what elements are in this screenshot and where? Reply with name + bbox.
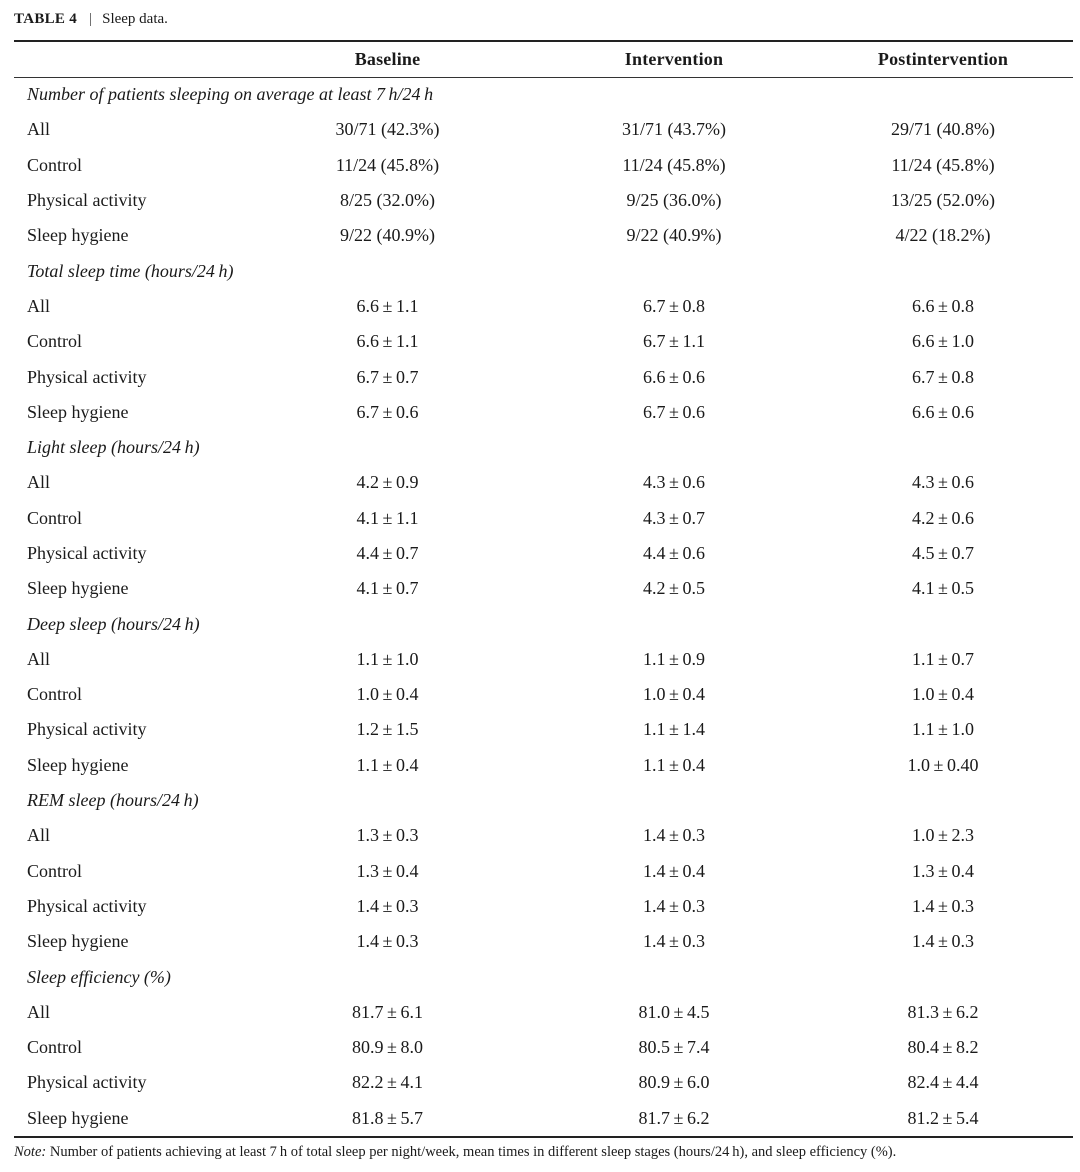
table-row: [14, 818, 1073, 853]
table-cell: 1.1 ± 1.0: [356, 648, 419, 669]
row-label: Control: [27, 860, 83, 881]
table-cell: 6.7 ± 0.8: [642, 295, 706, 316]
row-label: Control: [27, 1037, 83, 1058]
table-cell: 29/71 (40.8%): [891, 119, 995, 140]
table-cell: 82.4 ± 4.4: [907, 1072, 979, 1093]
table-row: [14, 995, 1073, 1030]
table-cell: 82.2 ± 4.1: [351, 1072, 424, 1093]
row-label: Physical activity: [27, 719, 147, 740]
table-title: Sleep data.: [102, 11, 168, 27]
table-cell: 6.6 ± 0.6: [911, 401, 975, 422]
table-cell: 1.3 ± 0.4: [911, 860, 975, 881]
row-label: Sleep hygiene: [27, 401, 129, 422]
table-row: [14, 924, 1073, 959]
table-row: [14, 854, 1073, 889]
table-cell: 1.4 ± 0.3: [911, 931, 975, 952]
sleep-data-table: [14, 41, 1073, 1136]
row-label: All: [27, 1001, 51, 1022]
table-cell: 6.7 ± 1.1: [642, 331, 706, 352]
row-label: Physical activity: [27, 895, 147, 916]
table-cell: 1.4 ± 0.3: [356, 931, 419, 952]
table-row: [14, 148, 1073, 183]
row-label: Sleep hygiene: [27, 578, 129, 599]
table-cell: 11/24 (45.8%): [622, 154, 726, 175]
section-header-row: [14, 959, 1073, 994]
table-row: [14, 536, 1073, 571]
table-cell: 4.3 ± 0.6: [642, 472, 706, 493]
table-cell: 4/22 (18.2%): [895, 225, 991, 246]
caption-separator: |: [89, 11, 93, 27]
table-cell: 1.4 ± 0.3: [642, 825, 706, 846]
table-cell: 31/71 (43.7%): [622, 119, 726, 140]
section-title: Light sleep (hours/24 h): [27, 437, 200, 458]
table-cell: 1.1 ± 0.4: [642, 754, 706, 775]
table-cell: 4.1 ± 0.5: [911, 578, 975, 599]
table-cell: 81.3 ± 6.2: [907, 1001, 979, 1022]
table-row: [14, 112, 1073, 147]
table-cell: 1.1 ± 0.7: [911, 648, 975, 669]
section-header-row: [14, 253, 1073, 288]
section-title: Total sleep time (hours/24 h): [27, 260, 234, 281]
row-label: Control: [27, 331, 83, 352]
row-label: Sleep hygiene: [27, 931, 129, 952]
table-cell: 4.4 ± 0.7: [356, 543, 419, 563]
table-cell: 6.6 ± 1.0: [911, 331, 975, 352]
table-cell: 81.0 ± 4.5: [638, 1001, 710, 1022]
table-cell: 1.0 ± 0.4: [642, 684, 706, 705]
table-cell: 1.3 ± 0.3: [356, 825, 419, 846]
table-cell: 81.8 ± 5.7: [351, 1107, 424, 1128]
bottom-rule: [14, 1136, 1073, 1138]
row-label: Physical activity: [27, 543, 147, 563]
table-cell: 8/25 (32.0%): [340, 190, 435, 211]
table-cell: 6.6 ± 0.6: [642, 366, 706, 387]
table-cell: 1.1 ± 0.4: [356, 754, 419, 775]
section-header-row: [14, 783, 1073, 818]
table-cell: 1.0 ± 2.3: [911, 825, 975, 846]
table-row: [14, 889, 1073, 924]
table-row: [14, 1101, 1073, 1136]
table-cell: 4.5 ± 0.7: [911, 543, 975, 563]
table-row: [14, 183, 1073, 218]
table-cell: 1.1 ± 0.9: [642, 648, 706, 669]
table-cell: 1.4 ± 0.3: [642, 931, 706, 952]
table-row: [14, 359, 1073, 394]
header-row: [14, 41, 1073, 77]
table-row: [14, 218, 1073, 253]
section-header-row: [14, 430, 1073, 465]
table-cell: 4.2 ± 0.6: [911, 507, 975, 528]
section-title: Number of patients sleeping on average at least 7 h/24 h: [27, 84, 434, 105]
table-cell: 6.6 ± 1.1: [356, 295, 419, 316]
table-cell: 81.7 ± 6.1: [351, 1001, 424, 1022]
row-label: Physical activity: [27, 1072, 147, 1093]
table-row: [14, 289, 1073, 324]
table-cell: 6.7 ± 0.6: [642, 401, 706, 422]
table-cell: 80.9 ± 8.0: [351, 1037, 424, 1058]
table-cell: 1.0 ± 0.40: [907, 754, 979, 775]
table-cell: 1.2 ± 1.5: [356, 719, 419, 740]
section-header-row: [14, 606, 1073, 641]
table-cell: 4.4 ± 0.6: [642, 543, 706, 563]
table-cell: 1.4 ± 0.3: [356, 895, 419, 916]
row-label: Physical activity: [27, 190, 147, 211]
table-cell: 1.4 ± 0.3: [911, 895, 975, 916]
table-cell: 6.6 ± 1.1: [356, 331, 419, 352]
table-cell: 1.1 ± 1.0: [911, 719, 975, 740]
table-cell: 1.3 ± 0.4: [356, 860, 419, 881]
note-label: Note:: [14, 1144, 47, 1160]
row-label: Physical activity: [27, 366, 147, 387]
row-label: Sleep hygiene: [27, 225, 129, 246]
table-cell: 11/24 (45.8%): [891, 154, 995, 175]
table-row: [14, 642, 1073, 677]
table-cell: 6.7 ± 0.7: [356, 366, 419, 387]
table-cell: 11/24 (45.8%): [335, 154, 440, 175]
row-label: Sleep hygiene: [27, 754, 129, 775]
note-text: Number of patients achieving at least 7 h of total sleep per night/week, mean times in different sleep stages (hours/24 h), and sleep efficiency (%).: [49, 1144, 897, 1160]
table-cell: 30/71 (42.3%): [335, 119, 440, 140]
row-label: All: [27, 119, 51, 140]
column-header-postintervention: Postintervention: [877, 48, 1009, 69]
table-row: [14, 1030, 1073, 1065]
row-label: All: [27, 825, 51, 846]
table-cell: 81.7 ± 6.2: [638, 1107, 710, 1128]
section-title: Sleep efficiency (%): [27, 966, 171, 987]
table-cell: 9/22 (40.9%): [626, 225, 722, 246]
table-cell: 6.6 ± 0.8: [911, 295, 975, 316]
table-cell: 81.2 ± 5.4: [907, 1107, 979, 1128]
table-cell: 9/22 (40.9%): [340, 225, 435, 246]
table-row: [14, 465, 1073, 500]
row-label: All: [27, 648, 51, 669]
table-cell: 1.0 ± 0.4: [911, 684, 975, 705]
table-cell: 4.3 ± 0.6: [911, 472, 975, 493]
table-cell: 1.0 ± 0.4: [356, 684, 419, 705]
section-title: REM sleep (hours/24 h): [27, 790, 199, 811]
table-label: TABLE 4: [14, 11, 78, 27]
table-cell: 1.4 ± 0.3: [642, 895, 706, 916]
row-label: Control: [27, 684, 83, 705]
table-note: [14, 1141, 896, 1163]
column-header-intervention: Intervention: [624, 48, 724, 69]
row-label: Control: [27, 154, 83, 175]
column-header-label: [14, 41, 240, 77]
table-cell: 4.1 ± 0.7: [356, 578, 419, 599]
row-label: Control: [27, 507, 83, 528]
row-label: All: [27, 295, 51, 316]
table-cell: 4.3 ± 0.7: [642, 507, 706, 528]
table-cell: 13/25 (52.0%): [891, 190, 995, 211]
section-header-row: [14, 77, 1073, 112]
table-row: [14, 324, 1073, 359]
table-caption: [14, 8, 168, 30]
table-cell: 80.4 ± 8.2: [907, 1037, 979, 1058]
table-cell: 4.1 ± 1.1: [356, 507, 419, 528]
table-row: [14, 677, 1073, 712]
table-row: [14, 748, 1073, 783]
table-cell: 6.7 ± 0.6: [356, 401, 419, 422]
table-cell: 1.1 ± 1.4: [642, 719, 706, 740]
table-row: [14, 395, 1073, 430]
table-cell: 9/25 (36.0%): [626, 190, 722, 211]
table-cell: 4.2 ± 0.5: [642, 578, 706, 599]
section-title: Deep sleep (hours/24 h): [27, 613, 200, 634]
table-body: [14, 77, 1073, 1136]
row-label: Sleep hygiene: [27, 1107, 129, 1128]
table-cell: 80.9 ± 6.0: [638, 1072, 710, 1093]
table-row: [14, 1065, 1073, 1100]
column-header-baseline: Baseline: [354, 48, 421, 69]
table-row: [14, 571, 1073, 606]
table-cell: 80.5 ± 7.4: [638, 1037, 710, 1058]
table-row: [14, 712, 1073, 747]
table-row: [14, 501, 1073, 536]
row-label: All: [27, 472, 51, 493]
table-cell: 4.2 ± 0.9: [356, 472, 419, 493]
table-cell: 6.7 ± 0.8: [911, 366, 975, 387]
table-cell: 1.4 ± 0.4: [642, 860, 706, 881]
